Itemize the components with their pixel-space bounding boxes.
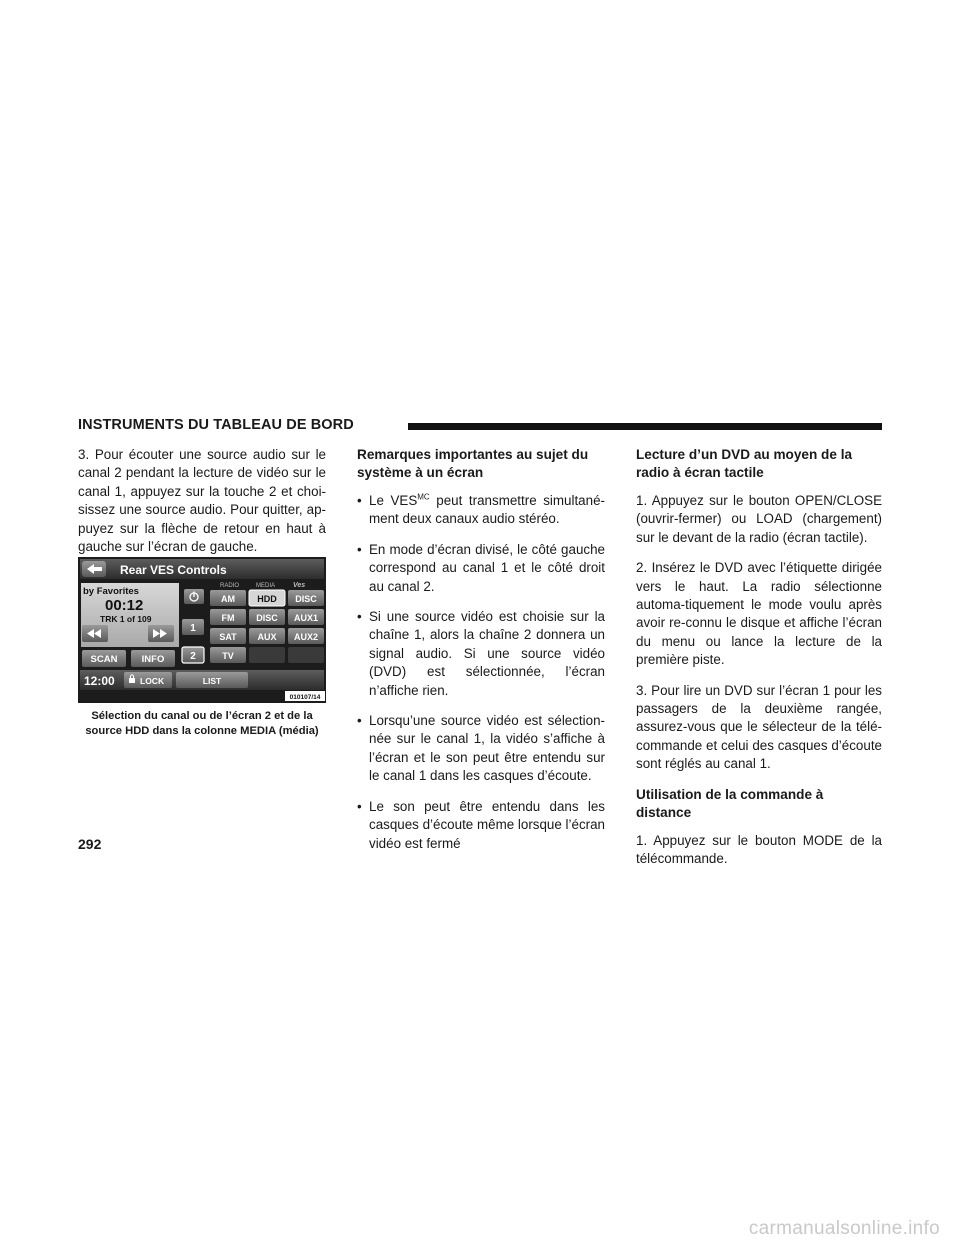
bullet: • [357, 541, 362, 557]
fm-label: FM [221, 613, 235, 623]
ves-text-rest: peut transmettre simultané-ment deux canaux audio stéréo. [369, 493, 605, 527]
info-label: INFO [141, 654, 165, 665]
watermark: carmanualsonline.info [748, 1218, 940, 1239]
radio-column-label: RADIO [220, 583, 240, 589]
heading-single-screen-notes: Remarques importantes au sujet du système à un écran [357, 447, 589, 480]
track-info: TRK 1 of 109 [100, 614, 152, 624]
paragraph-step-2: 2. Insérez le DVD avec l’étiquette dirigée vers le haut. La radio sélectionne automa-tiquement le mode voulu après avoir re-connu le disque et affiche l’écran du menu ou lance la lecture de la première piste. [636, 560, 882, 668]
list-item [357, 798, 605, 853]
media-empty-slot [249, 647, 285, 663]
paragraph-remote-step-1: 1. Appuyez sur le bouton MODE de la télécommande. [636, 832, 882, 867]
media-disc-label: DISC [256, 613, 278, 623]
heading-remote-control: Utilisation de la commande à distance [636, 786, 824, 820]
list-item [357, 608, 605, 700]
list-item [357, 712, 605, 786]
aux2-label: AUX2 [293, 632, 319, 642]
lock-label: LOCK [140, 676, 165, 686]
bullet: • [357, 713, 362, 729]
list-label: LIST [202, 676, 222, 686]
bullet: • [357, 493, 362, 508]
media-column-label: MEDIA [256, 583, 276, 589]
channel-1-label: 1 [190, 623, 196, 634]
column-right [636, 446, 882, 881]
bullet: • [357, 798, 362, 814]
ves-empty-slot [288, 647, 324, 663]
ves-text: Le VES [369, 493, 418, 508]
paragraph-step-3: 3. Pour lire un DVD sur l’écran 1 pour les passagers de la deuxième rangée, assurez-vous que le sélecteur de la télé-commande et celui des casques d’écoute sont réglés au canal 1. [636, 682, 882, 772]
screen-title: Rear VES Controls [120, 563, 227, 577]
lock-icon [129, 678, 135, 683]
am-label: AM [221, 594, 235, 604]
note-text: Lorsqu’une source vidéo est sélection-née sur le canal 1, la vidéo s’affiche à l’écran et le son peut être entendu sur le canal 1 dans les casques d’écoute. [369, 713, 605, 784]
figure-caption: Sélection du canal ou de l’écran 2 et de la source HDD dans la colonne MEDIA (média) [85, 710, 319, 737]
notes-list [357, 492, 605, 853]
column-left [78, 446, 326, 568]
list-item [357, 492, 605, 529]
aux1-label: AUX1 [293, 613, 319, 623]
channel-2-label: 2 [190, 651, 196, 662]
note-text: En mode d’écran divisé, le côté gauche correspond au canal 1 et le côté droit au canal 2. [369, 541, 605, 594]
elapsed-time: 00:12 [105, 597, 144, 614]
clock: 12:00 [84, 674, 115, 688]
note-text: Si une source vidéo est choisie sur la chaîne 1, alors la chaîne 2 donnera un signal audio. Si une source vidéo (DVD) est sélectionnée, l’écran n’affiche rien. [369, 609, 605, 698]
aux-label: AUX [257, 632, 277, 642]
rear-ves-screen-figure [78, 557, 326, 703]
heading-dvd-playback: Lecture d’un DVD au moyen de la radio à écran tactile [636, 447, 853, 480]
ves-column-label: Ves [293, 582, 306, 589]
page-header [78, 417, 882, 435]
paragraph-step-3: 3. Pour écouter une source audio sur le canal 2 pendant la lecture de vidéo sur le canal 1, appuyez sur la touche 2 et choi-sissez une source audio. Pour quitter, ap-puyez sur la flèche de retour en haut à gauche sur l’écran de gauche. [78, 447, 326, 555]
page-number: 292 [78, 836, 102, 852]
list-item [357, 541, 605, 596]
favorites-label: by Favorites [83, 586, 139, 597]
section-title: INSTRUMENTS DU TABLEAU DE BORD [78, 417, 354, 433]
trademark-sup: MC [417, 492, 430, 502]
bullet: • [357, 609, 362, 625]
paragraph-step-1: 1. Appuyez sur le bouton OPEN/CLOSE (ouvrir-fermer) ou LOAD (chargement) sur le devant de la radio (écran tactile). [636, 493, 882, 545]
scan-label: SCAN [90, 654, 118, 665]
hdd-label: HDD [257, 594, 277, 604]
column-middle [357, 446, 605, 865]
sat-label: SAT [219, 632, 237, 642]
figure-code: 010107/14 [289, 694, 321, 701]
header-rule [408, 423, 882, 430]
tv-label: TV [222, 651, 234, 661]
note-text: Le son peut être entendu dans les casques d’écoute même lorsque l’écran vidéo est fermé [369, 798, 605, 851]
ves-disc-label: DISC [295, 594, 317, 604]
